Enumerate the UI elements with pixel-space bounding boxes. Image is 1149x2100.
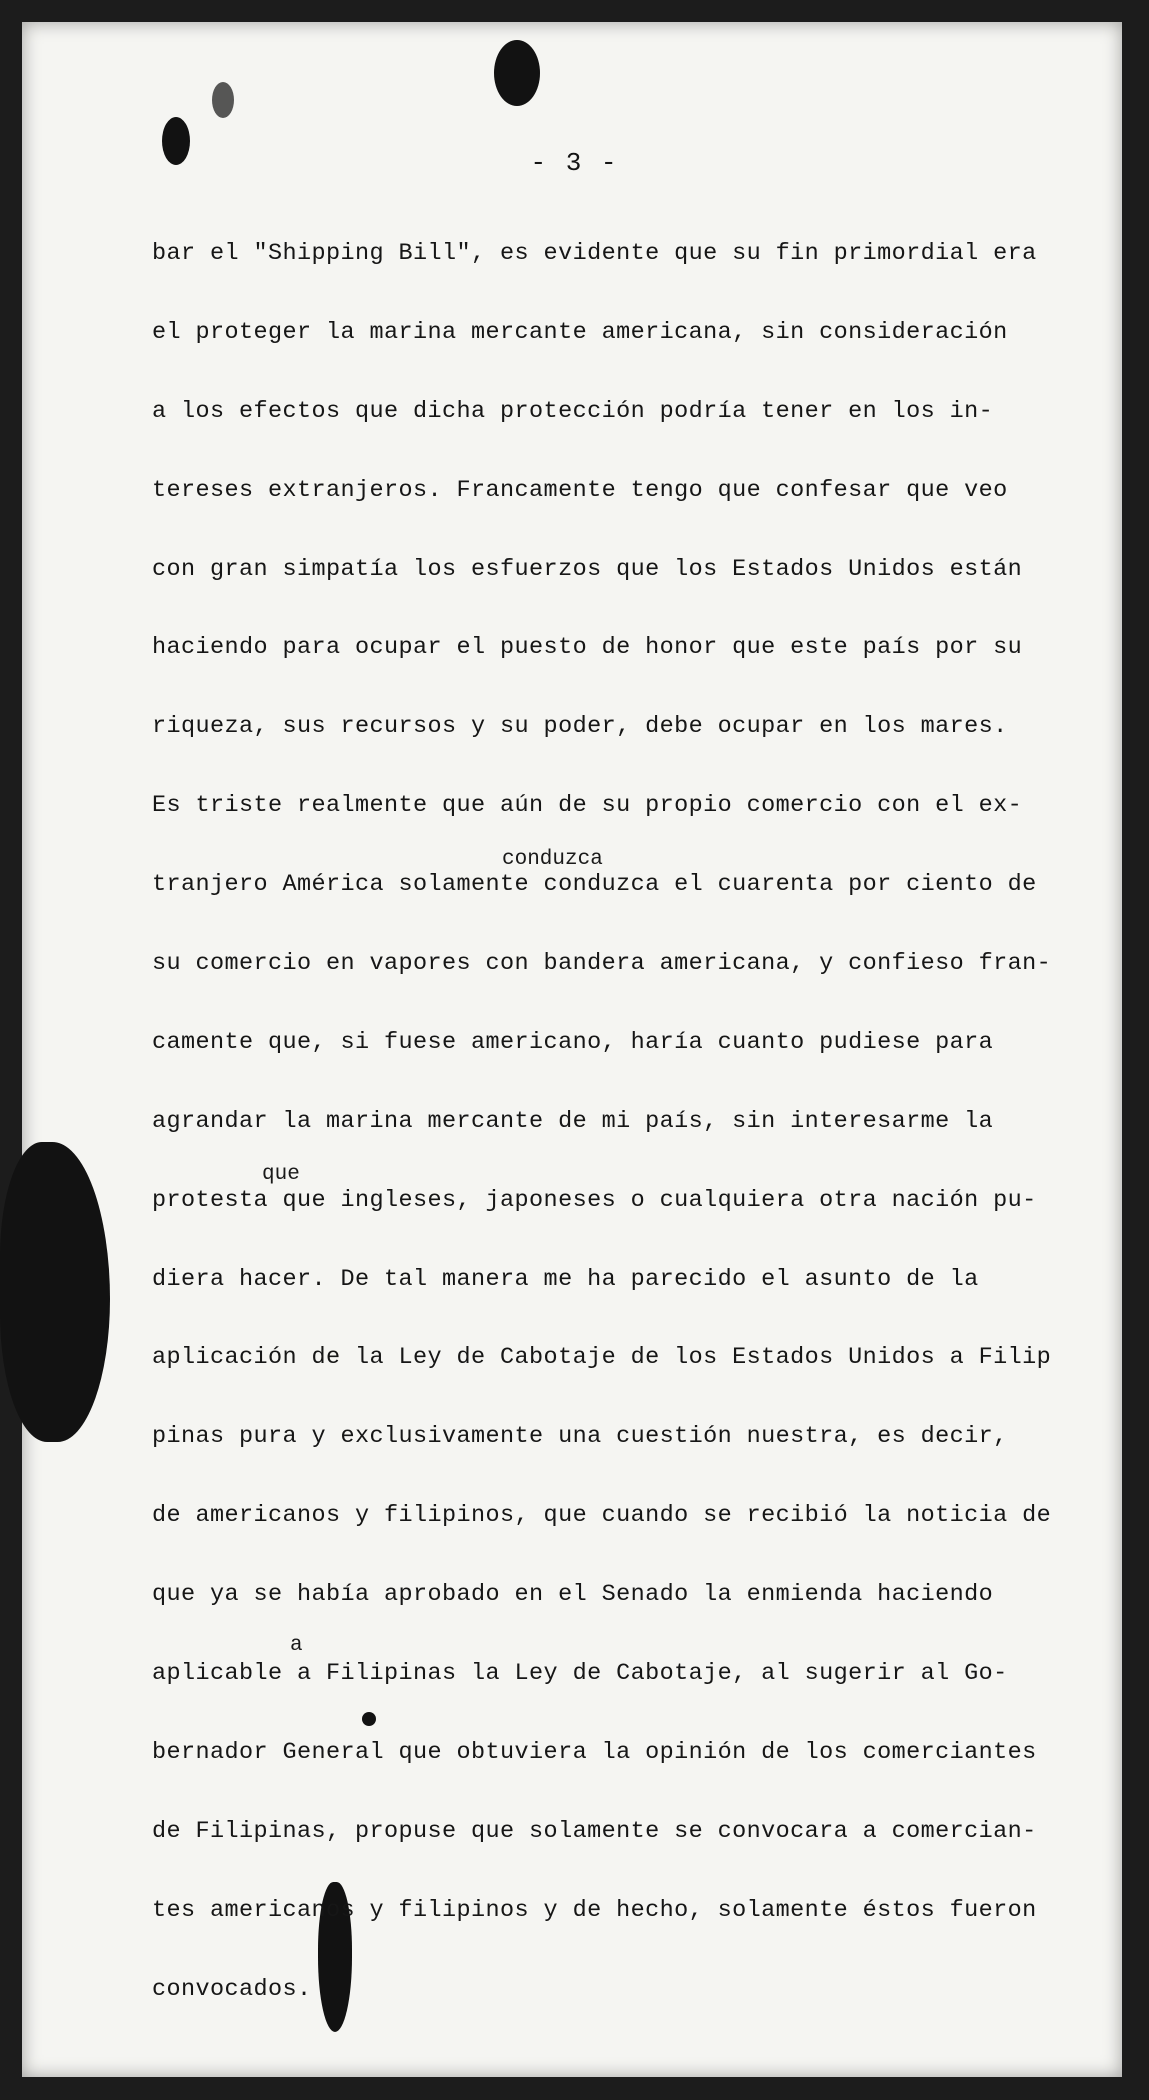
letter-body: [152, 228, 1052, 2042]
ink-blot-left-edge: [0, 1142, 110, 1442]
page-number: - 3 -: [530, 148, 619, 178]
text-line: con gran simpatía los esfuerzos que los Estados Unidos están: [152, 555, 1023, 583]
text-line: de americanos y filipinos, que cuando se recibió la noticia de: [152, 1502, 1052, 1530]
text-line: convocados.: [152, 1975, 312, 2003]
text-line: aplicable a Filipinas la Ley de Cabotaje, al sugerir al Go-: [152, 1660, 1008, 1688]
text-line: protesta que ingleses, japoneses o cualquiera otra nación pu-: [152, 1186, 1037, 1214]
text-line: el proteger la marina mercante americana, sin consideración: [152, 318, 1008, 346]
ink-stain-top-left-drop: [212, 82, 234, 118]
interlinear-correction-que: que: [262, 1163, 300, 1186]
text-line: tes americanos y filipinos y de hecho, solamente éstos fueron: [152, 1896, 1037, 1924]
text-line: camente que, si fuese americano, haría cuanto pudiese para: [152, 1028, 994, 1056]
text-line: aplicación de la Ley de Cabotaje de los Estados Unidos a Filip: [152, 1344, 1052, 1372]
ink-stain-top-center: [494, 40, 540, 106]
text-line: Es triste realmente que aún de su propio comercio con el ex-: [152, 792, 1023, 820]
text-line: haciendo para ocupar el puesto de honor que este país por su: [152, 634, 1023, 662]
text-line: bernador General que obtuviera la opinión de los comerciantes: [152, 1738, 1037, 1766]
text-line: a los efectos que dicha protección podría tener en los in-: [152, 397, 994, 425]
text-line: bar el "Shipping Bill", es evidente que su fin primordial era: [152, 240, 1037, 267]
text-line: diera hacer. De tal manera me ha parecido el asunto de la: [152, 1265, 979, 1293]
text-line: tereses extranjeros. Francamente tengo que confesar que veo: [152, 476, 1008, 504]
text-line: riqueza, sus recursos y su poder, debe ocupar en los mares.: [152, 713, 1008, 741]
interlinear-correction-conduzca: conduzca: [502, 848, 603, 871]
text-line: pinas pura y exclusivamente una cuestión nuestra, es decir,: [152, 1423, 1008, 1451]
interlinear-correction-a: a: [290, 1634, 303, 1657]
text-line: su comercio en vapores con bandera americana, y confieso fran-: [152, 950, 1052, 978]
text-line: que ya se había aprobado en el Senado la enmienda haciendo: [152, 1581, 994, 1609]
text-line: de Filipinas, propuse que solamente se convocara a comercian-: [152, 1817, 1037, 1845]
text-line: tranjero América solamente conduzca el cuarenta por ciento de: [152, 871, 1037, 899]
text-line: agrandar la marina mercante de mi país, sin interesarme la: [152, 1107, 994, 1135]
